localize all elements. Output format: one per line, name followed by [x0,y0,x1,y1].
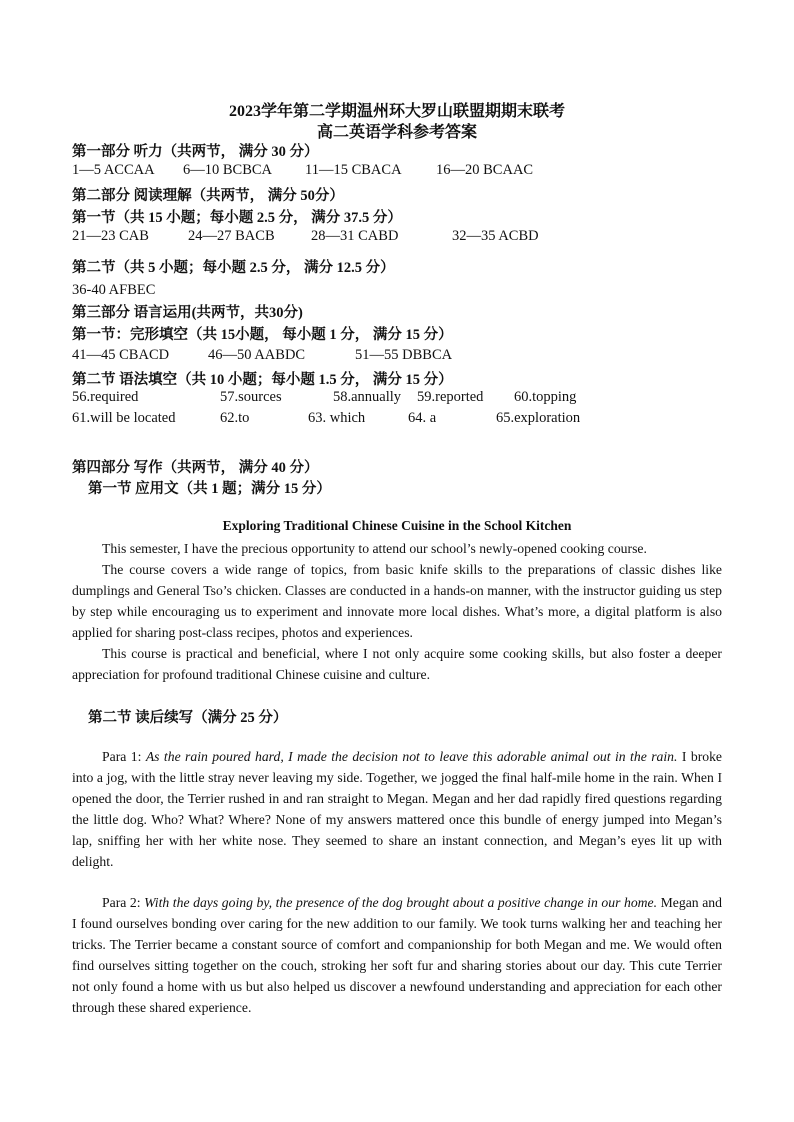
part2-heading: 第二部分 阅读理解（共两节， 满分 50分） [72,188,344,204]
answer-group: 46—50 AABDC [208,347,306,363]
para-label: Para 2: [102,895,145,910]
grammar-answer: 65.exploration [496,410,581,426]
grammar-answer: 62.to [220,410,250,426]
part2-section2-answers: 36-40 AFBEC [72,282,156,298]
para-lead-sentence: As the rain poured hard, I made the decision not to leave this adorable animal out in the rain. [145,749,678,764]
answer-group: 28—31 CABD [311,228,399,244]
part1-heading: 第一部分 听力（共两节， 满分 30 分） [72,144,319,160]
grammar-answer: 59.reported [417,389,484,405]
answer-group: 24—27 BACB [188,228,275,244]
grammar-answer: 58.annually [333,389,402,405]
grammar-answer: 63. which [308,410,366,426]
answer-group: 1—5 ACCAA [72,162,155,178]
answer-group: 6—10 BCBCA [183,162,273,178]
para-lead-sentence: With the days going by, the presence of the dog brought about a positive change in our home. [144,895,658,910]
grammar-answer: 56.required [72,389,139,405]
part3-section1-heading: 第一节：完形填空（共 15小题， 每小题 1 分， 满分 15 分） [72,327,453,343]
essay-paragraph: This course is practical and beneficial, where I not only acquire some cooking skills, but also foster a deeper appreciation for profound traditional Chinese cuisine and culture. [72,646,722,682]
continuation-paragraph-1 [72,746,722,872]
essay-title: Exploring Traditional Chinese Cuisine in the School Kitchen [222,518,572,533]
grammar-answer: 57.sources [220,389,282,405]
part3-heading: 第三部分 语言运用(共两节，共30分) [72,305,303,321]
part2-section2-heading: 第二节（共 5 小题；每小题 2.5 分， 满分 12.5 分） [72,260,395,276]
answer-group: 32—35 ACBD [452,228,539,244]
para-body: I broke into a jog, with the little stray never leaving my side. Together, we jogged the final half-mile home in the rain. When I opened the door, the Terrier rushed in and ran straight to Megan. Megan and her dad rapidly fired questions regarding the little dog. Who? What? Where? None of my answers mattered once this bundle of energy jumped into Megan’s lap, sniffing her with her white nose. They seemed to share an instant connection, and Megan’s eyes lit up with delight. [72,749,723,869]
answer-group: 11—15 CBACA [305,162,402,178]
exam-title: 2023学年第二学期温州环大罗山联盟期期末联考 [228,103,565,120]
essay-paragraph: The course covers a wide range of topics, from basic knife skills to the preparations of classic dishes like dumplings and General Tso’s chicken. Classes are conducted in a hands-on manner, with the instructor guiding us step by step while encouraging us to experiment and innovate more local dishes. What’s more, a digital platform is also applied for sharing post-class recipes, photos and experiences. [72,562,722,640]
answer-group: 41—45 CBACD [72,347,170,363]
grammar-answer: 60.topping [514,389,577,405]
exam-subtitle: 高二英语学科参考答案 [316,124,477,141]
part2-section1-heading: 第一节（共 15 小题；每小题 2.5 分， 满分 37.5 分） [72,210,402,226]
answer-group: 51—55 DBBCA [355,347,453,363]
answer-group: 16—20 BCAAC [436,162,534,178]
essay-paragraph: This semester, I have the precious opportunity to attend our school’s newly-opened cooking course. [102,541,647,556]
para-body: Megan and I found ourselves bonding over caring for the new addition to our family. We took turns walking her and teaching her tricks. The Terrier became a constant source of comfort and companionship for both Megan and me. We would often find ourselves sitting together on the couch, stroking her soft fur and sharing stories about our day. This cute Terrier not only found a home with us but also helped us discover a newfound understanding and appreciation for each other through these shared experience. [72,895,722,1015]
grammar-answer: 64. a [408,410,437,426]
part4-section2-heading: 第二节 读后续写（满分 25 分） [88,710,288,726]
part3-section2-heading: 第二节 语法填空（共 10 小题；每小题 1.5 分， 满分 15 分） [72,372,453,388]
para-label: Para 1: [102,749,146,764]
part4-section1-heading: 第一节 应用文（共 1 题；满分 15 分） [88,481,331,497]
continuation-paragraph-2 [72,892,722,1018]
grammar-answer: 61.will be located [72,410,176,426]
answer-group: 21—23 CAB [72,228,149,244]
part4-heading: 第四部分 写作（共两节， 满分 40 分） [72,460,319,476]
